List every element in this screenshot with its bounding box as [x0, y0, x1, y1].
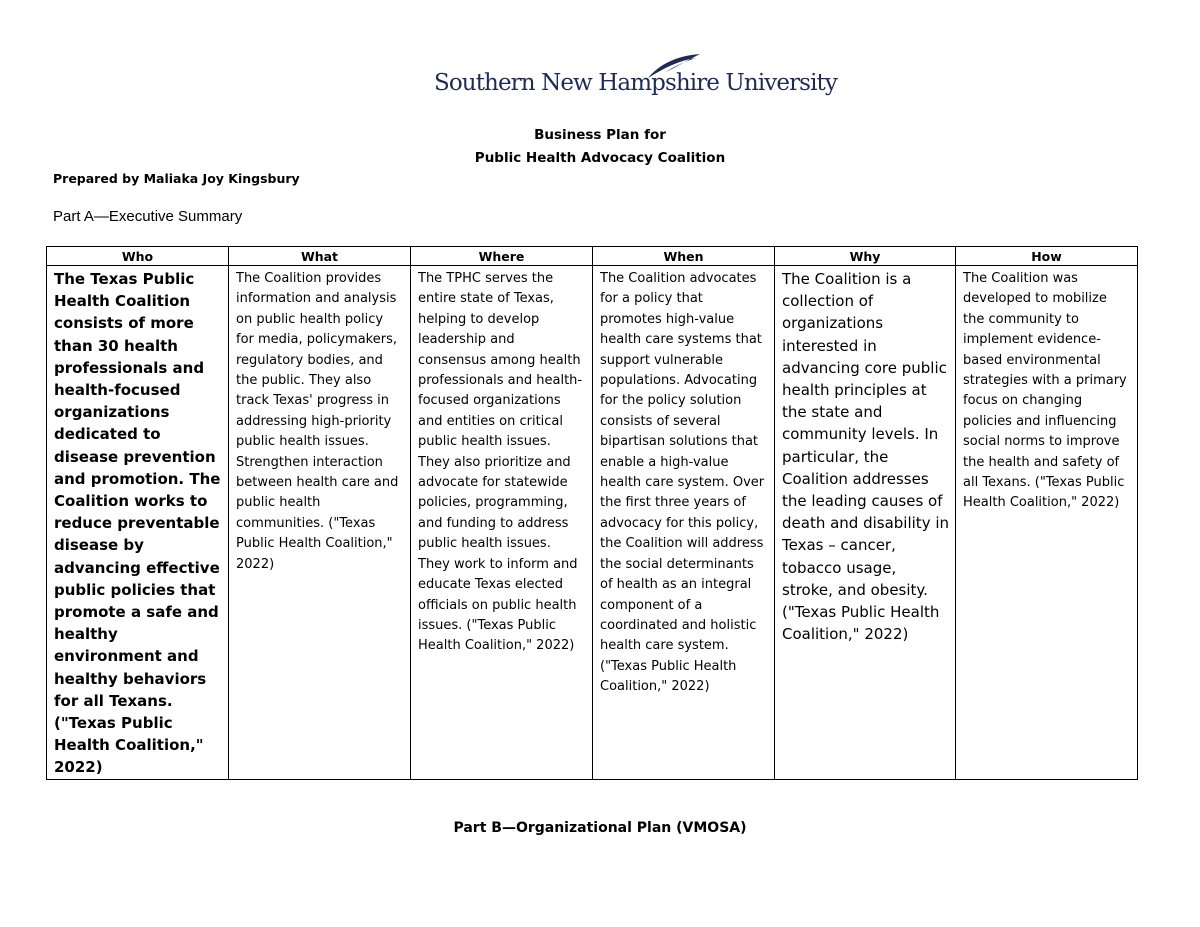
column-header-where: Where — [411, 247, 593, 266]
cell-why: The Coalition is a collection of organizations interested in advancing core public health principles at the state and community levels. In particular, the Coalition addresses the leading causes of death and disability in Texas – cancer, tobacco usage, stroke, and obesity. ("Texas Public Health Coalition," 2022) — [775, 266, 956, 780]
cell-who: The Texas Public Health Coalition consists of more than 30 health professionals and health-focused organizations dedicated to disease prevention and promotion. The Coalition works to reduce preventable disease by advancing effective public policies that promote a safe and healthy environment and healthy behaviors for all Texans. ("Texas Public Health Coalition," 2022) — [47, 266, 229, 780]
prepared-by: Prepared by Maliaka Joy Kingsbury — [53, 171, 300, 186]
logo-text: Southern New Hampshire University — [434, 70, 837, 96]
cell-what: The Coalition provides information and analysis on public health policy for media, policymakers, regulatory bodies, and the public. They also track Texas' progress in addressing high-priority public health issues. Strengthen interaction between health care and public health communities. ("Texas Public Health Coalition," 2022) — [229, 266, 411, 780]
column-header-what: What — [229, 247, 411, 266]
table-row — [47, 266, 1138, 780]
section-heading-part-b: Part B—Organizational Plan (VMOSA) — [453, 820, 747, 836]
table-header-row — [47, 247, 1138, 266]
section-heading-part-a: Part A—Executive Summary — [53, 208, 243, 225]
cell-where: The TPHC serves the entire state of Texas, helping to develop leadership and consensus among health professionals and health-focused organizations and entities on critical public health issues. They also prioritize and advocate for statewide policies, programming, and funding to address public health issues. They work to inform and educate Texas elected officials on public health issues. ("Texas Public Health Coalition," 2022) — [411, 266, 593, 780]
column-header-who: Who — [47, 247, 229, 266]
executive-summary-table — [46, 246, 1138, 780]
column-header-how: How — [956, 247, 1138, 266]
cell-how: The Coalition was developed to mobilize the community to implement evidence-based environmental strategies with a primary focus on changing policies and influencing social norms to improve the health and safety of all Texans. ("Texas Public Health Coalition," 2022) — [956, 266, 1138, 780]
cell-when: The Coalition advocates for a policy that promotes high-value health care systems that support vulnerable populations. Advocating for the policy solution consists of several bipartisan solutions that enable a high-value health care system. Over the first three years of advocacy for this policy, the Coalition will address the social determinants of health as an integral component of a coordinated and holistic health care system. ("Texas Public Health Coalition," 2022) — [593, 266, 775, 780]
document-title-line-1: Business Plan for — [534, 127, 666, 143]
document-title-line-2: Public Health Advocacy Coalition — [474, 150, 726, 166]
column-header-when: When — [593, 247, 775, 266]
column-header-why: Why — [775, 247, 956, 266]
university-logo — [434, 52, 837, 106]
